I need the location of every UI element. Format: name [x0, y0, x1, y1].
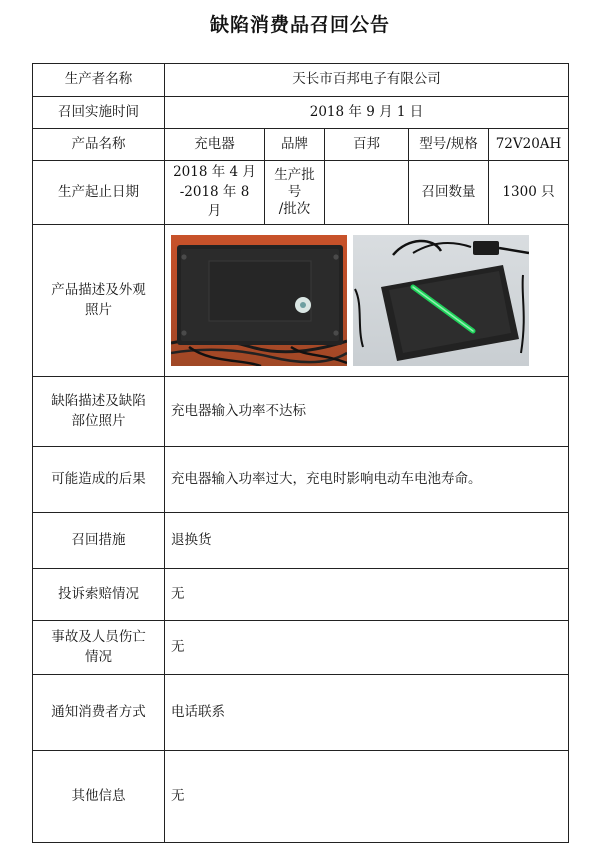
- charger-back-photo: [171, 235, 347, 366]
- recall-qty-value: 1300 只: [489, 161, 569, 225]
- complaints-value: 无: [165, 569, 569, 621]
- other-label: 其他信息: [33, 751, 165, 843]
- brand-label: 品牌: [265, 129, 325, 161]
- row-producer: [33, 64, 569, 97]
- row-production: [33, 161, 569, 225]
- row-consequence: [33, 447, 569, 513]
- row-accidents: [33, 621, 569, 675]
- row-description: [33, 225, 569, 377]
- measures-label: 召回措施: [33, 513, 165, 569]
- measures-value: 退换货: [165, 513, 569, 569]
- accidents-label: 事故及人员伤亡 情况: [33, 621, 165, 675]
- recall-table: [32, 63, 569, 843]
- model-label: 型号/规格: [409, 129, 489, 161]
- consequence-label: 可能造成的后果: [33, 447, 165, 513]
- complaints-label: 投诉索赔情况: [33, 569, 165, 621]
- photos-cell: [165, 225, 569, 377]
- accidents-value: 无: [165, 621, 569, 675]
- row-other: [33, 751, 569, 843]
- producer-value: 天长市百邦电子有限公司: [165, 64, 569, 97]
- consequence-value: 充电器输入功率过大，充电时影响电动车电池寿命。: [165, 447, 569, 513]
- recall-time-label: 召回实施时间: [33, 97, 165, 129]
- description-label: 产品描述及外观 照片: [33, 225, 165, 377]
- recall-time-value: 2018 年 9 月 1 日: [165, 97, 569, 129]
- defect-value: 充电器输入功率不达标: [165, 377, 569, 447]
- row-complaints: [33, 569, 569, 621]
- other-value: 无: [165, 751, 569, 843]
- row-defect: [33, 377, 569, 447]
- brand-value: 百邦: [325, 129, 409, 161]
- batch-label: 生产批 号 /批次: [265, 161, 325, 225]
- row-product: [33, 129, 569, 161]
- production-date-value: 2018 年 4 月 -2018 年 8 月: [165, 161, 265, 225]
- charger-front-photo: [353, 235, 529, 366]
- producer-label: 生产者名称: [33, 64, 165, 97]
- recall-qty-label: 召回数量: [409, 161, 489, 225]
- row-recall-time: [33, 97, 569, 129]
- product-name-value: 充电器: [165, 129, 265, 161]
- page-title: 缺陷消费品召回公告: [209, 14, 390, 36]
- row-measures: [33, 513, 569, 569]
- row-notify: [33, 675, 569, 751]
- defect-label: 缺陷描述及缺陷 部位照片: [33, 377, 165, 447]
- model-value: 72V20AH: [489, 129, 569, 161]
- notify-label: 通知消费者方式: [33, 675, 165, 751]
- product-name-label: 产品名称: [33, 129, 165, 161]
- batch-value: [325, 161, 409, 225]
- production-date-label: 生产起止日期: [33, 161, 165, 225]
- notify-value: 电话联系: [165, 675, 569, 751]
